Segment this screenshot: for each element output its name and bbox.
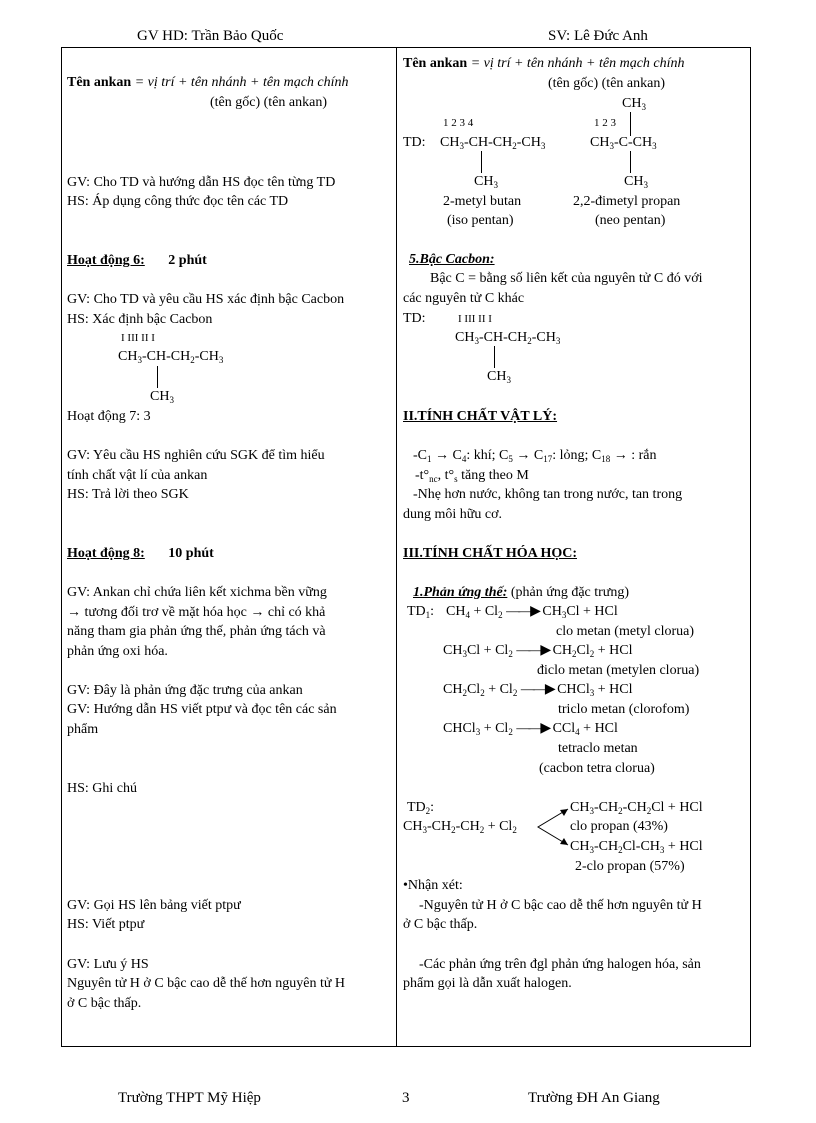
reaction-5-reactants: $CH_3-CH_2-CH_2 + Cl_2$ bbox=[403, 819, 517, 835]
hd6-time: 2 phút bbox=[168, 253, 207, 268]
mol1-chain: $CH_3-CH-CH_2-CH_3$ bbox=[440, 135, 546, 151]
left-gv5: GV: Đây là phản ứng đặc trưng của ankan bbox=[67, 683, 303, 698]
bac-cacbon-title: 5.Bậc Cacbon: bbox=[409, 252, 495, 267]
mol2-alt-name: (neo pentan) bbox=[595, 213, 666, 228]
left-gv8: GV: Lưu ý HS bbox=[67, 957, 149, 972]
left-hs1: HS: Áp dụng công thức đọc tên các TD bbox=[67, 194, 289, 209]
left-hd8 bbox=[67, 545, 214, 563]
example-label: TD: bbox=[403, 135, 426, 150]
left-hs4: HS: Ghi chú bbox=[67, 781, 137, 796]
reaction-1-name: clo metan (metyl clorua) bbox=[556, 624, 694, 639]
left-gv1: GV: Cho TD và hướng dẫn HS đọc tên từng TD bbox=[67, 175, 336, 190]
substitution-heading bbox=[413, 584, 629, 602]
left-gv7: GV: Gọi HS lên bảng viết ptpư bbox=[67, 898, 241, 913]
left-gv4b: → tương đối trơ về mặt hóa học → chỉ có khả bbox=[67, 605, 326, 620]
mol2-chain: $CH_3-C-CH_3$ bbox=[590, 135, 657, 151]
left-gv2: GV: Cho TD và yêu cầu HS xác định bậc Cacbon bbox=[67, 292, 345, 307]
mol2-branch: $CH_3$ bbox=[624, 174, 648, 190]
chemical-title: III.TÍNH CHẤT HÓA HỌC: bbox=[403, 546, 577, 561]
reaction-4-alt: (cacbon tetra clorua) bbox=[539, 761, 655, 776]
mol1-name: 2-metyl butan bbox=[443, 194, 522, 209]
left-gv4d: phản ứng oxi hóa. bbox=[67, 644, 168, 659]
left-chain-branch: $CH_3$ bbox=[150, 389, 174, 405]
left-gv3a: GV: Yêu cầu HS nghiên cứu SGK để tìm hiểu bbox=[67, 448, 325, 463]
left-note-a: Nguyên tử H ở C bậc cao dễ thế hơn nguyên tử H bbox=[67, 976, 346, 991]
reaction-5-product-2: $CH_3-CH_2Cl-CH_3$ + HCl bbox=[570, 839, 703, 855]
reaction-1: $CH_4 + Cl_2$ ——▶ $CH_3Cl$ + HCl bbox=[446, 604, 618, 620]
remark-2b: phẩm gọi là dẫn xuất halogen. bbox=[403, 976, 572, 991]
reaction-5-product-2-name: 2-clo propan (57%) bbox=[575, 859, 685, 874]
substitution-title: 1.Phản ứng thế: bbox=[413, 585, 508, 600]
hd8-time: 10 phút bbox=[168, 546, 214, 561]
left-hs3: HS: Trả lời theo SGK bbox=[67, 487, 189, 502]
right-naming-formula bbox=[403, 55, 685, 73]
remark-label: •Nhận xét: bbox=[403, 878, 463, 893]
footer-university: Trường ĐH An Giang bbox=[528, 1090, 660, 1106]
header-teacher: GV HD: Trần Bảo Quốc bbox=[137, 28, 284, 44]
header-student: SV: Lê Đức Anh bbox=[548, 28, 648, 44]
mol1-alt-name: (iso pentan) bbox=[447, 213, 514, 228]
mol2-numbers: 1 2 3 bbox=[594, 117, 616, 129]
td1-label: $TD_1$: bbox=[407, 604, 435, 620]
mol2-top-bond bbox=[630, 112, 631, 136]
footer-school: Trường THPT Mỹ Hiệp bbox=[118, 1090, 261, 1106]
reaction-5-product-1-name: clo propan (43%) bbox=[570, 819, 668, 834]
left-hd6 bbox=[67, 252, 207, 270]
mol1-numbers: 1 2 3 4 bbox=[443, 117, 474, 129]
reaction-2: $CH_3Cl + Cl_2$ ——▶ $CH_2Cl_2$ + HCl bbox=[443, 643, 633, 659]
physical-title: II.TÍNH CHẤT VẬT LÝ: bbox=[403, 409, 558, 424]
reaction-2-name: điclo metan (metylen clorua) bbox=[537, 663, 700, 678]
left-gv4a: GV: Ankan chỉ chứa liên kết xichma bền vững bbox=[67, 585, 327, 600]
left-hs2: HS: Xác định bậc Cacbon bbox=[67, 312, 213, 327]
left-note-b: ở C bậc thấp. bbox=[67, 996, 142, 1011]
formula-body: = vị trí + tên nhánh + tên mạch chính bbox=[131, 75, 349, 90]
mol1-branch: $CH_3$ bbox=[474, 174, 498, 190]
reaction-5-product-1: $CH_3-CH_2-CH_2Cl$ + HCl bbox=[570, 800, 703, 816]
page-number: 3 bbox=[402, 1090, 410, 1106]
remark-1a: -Nguyên tử H ở C bậc cao dễ thế hơn nguyên tử H bbox=[419, 898, 702, 913]
mol2-top-group: $CH_3$ bbox=[622, 96, 646, 112]
left-chain: $CH_3-CH-CH_2-CH_3$ bbox=[118, 349, 224, 365]
hd6-label: Hoạt động 6: bbox=[67, 253, 145, 268]
bac-example-label: TD: bbox=[403, 311, 426, 326]
remark-1b: ở C bậc thấp. bbox=[403, 917, 478, 932]
mol2-branch-bond bbox=[630, 151, 631, 173]
physical-temp: $-t^\circ_{nc}$, $t^\circ_s$ tăng theo M bbox=[415, 468, 529, 484]
right-formula-sub: (tên gốc) (tên ankan) bbox=[548, 76, 665, 91]
formula-label: Tên ankan bbox=[403, 56, 468, 71]
bac-branch-bond bbox=[494, 346, 495, 368]
bac-labels: I III II I bbox=[458, 313, 492, 325]
reaction-3-name: triclo metan (clorofom) bbox=[558, 702, 690, 717]
hd8-label: Hoạt động 8: bbox=[67, 546, 145, 561]
left-formula-sub: (tên gốc) (tên ankan) bbox=[210, 95, 327, 110]
reaction-4-name: tetraclo metan bbox=[558, 741, 638, 756]
mol2-name: 2,2-đimetyl propan bbox=[573, 194, 681, 209]
left-gv3b: tính chất vật lí của ankan bbox=[67, 468, 208, 483]
branch-arrow-icon bbox=[536, 806, 570, 848]
mol1-branch-bond bbox=[481, 151, 482, 173]
reaction-4: CHCl$_3$ + $Cl_2$ ——▶ CCl$_4$ + HCl bbox=[443, 721, 618, 737]
left-hd7: Hoạt động 7: 3 bbox=[67, 409, 151, 424]
left-bac-labels: I III II I bbox=[121, 332, 155, 344]
physical-sol-b: dung môi hữu cơ. bbox=[403, 507, 502, 522]
formula-body: = vị trí + tên nhánh + tên mạch chính bbox=[467, 56, 685, 71]
td2-label: $TD_2$: bbox=[407, 800, 435, 816]
physical-sol-a: -Nhẹ hơn nước, không tan trong nước, tan trong bbox=[413, 487, 683, 502]
left-gv6b: phẩm bbox=[67, 722, 99, 737]
left-gv6a: GV: Hướng dẫn HS viết ptpư và đọc tên các sản bbox=[67, 702, 337, 717]
substitution-note: (phản ứng đặc trưng) bbox=[510, 585, 630, 600]
physical-state: $-C_1 \to C_4$: khí; $C_5 \to C_{17}$: lỏng; $C_{18}$ → : rắn bbox=[413, 448, 657, 464]
left-chain-bond bbox=[157, 366, 158, 388]
reaction-3: $CH_2Cl_2 + Cl_2$ ——▶ CHCl$_3$ + HCl bbox=[443, 682, 633, 698]
bac-chain: $CH_3-CH-CH_2-CH_3$ bbox=[455, 330, 561, 346]
left-naming-formula bbox=[67, 74, 349, 92]
column-divider bbox=[396, 47, 397, 1047]
bac-def-a: Bậc C = bằng số liên kết của nguyên tử C đó với bbox=[430, 271, 703, 286]
bac-def-b: các nguyên tử C khác bbox=[403, 291, 525, 306]
remark-2a: -Các phản ứng trên đgl phản ứng halogen hóa, sản bbox=[419, 957, 701, 972]
left-gv4c: năng tham gia phản ứng thế, phản ứng tách và bbox=[67, 624, 326, 639]
formula-label: Tên ankan bbox=[67, 75, 132, 90]
bac-branch: $CH_3$ bbox=[487, 369, 511, 385]
left-hs5: HS: Viết ptpư bbox=[67, 917, 145, 932]
